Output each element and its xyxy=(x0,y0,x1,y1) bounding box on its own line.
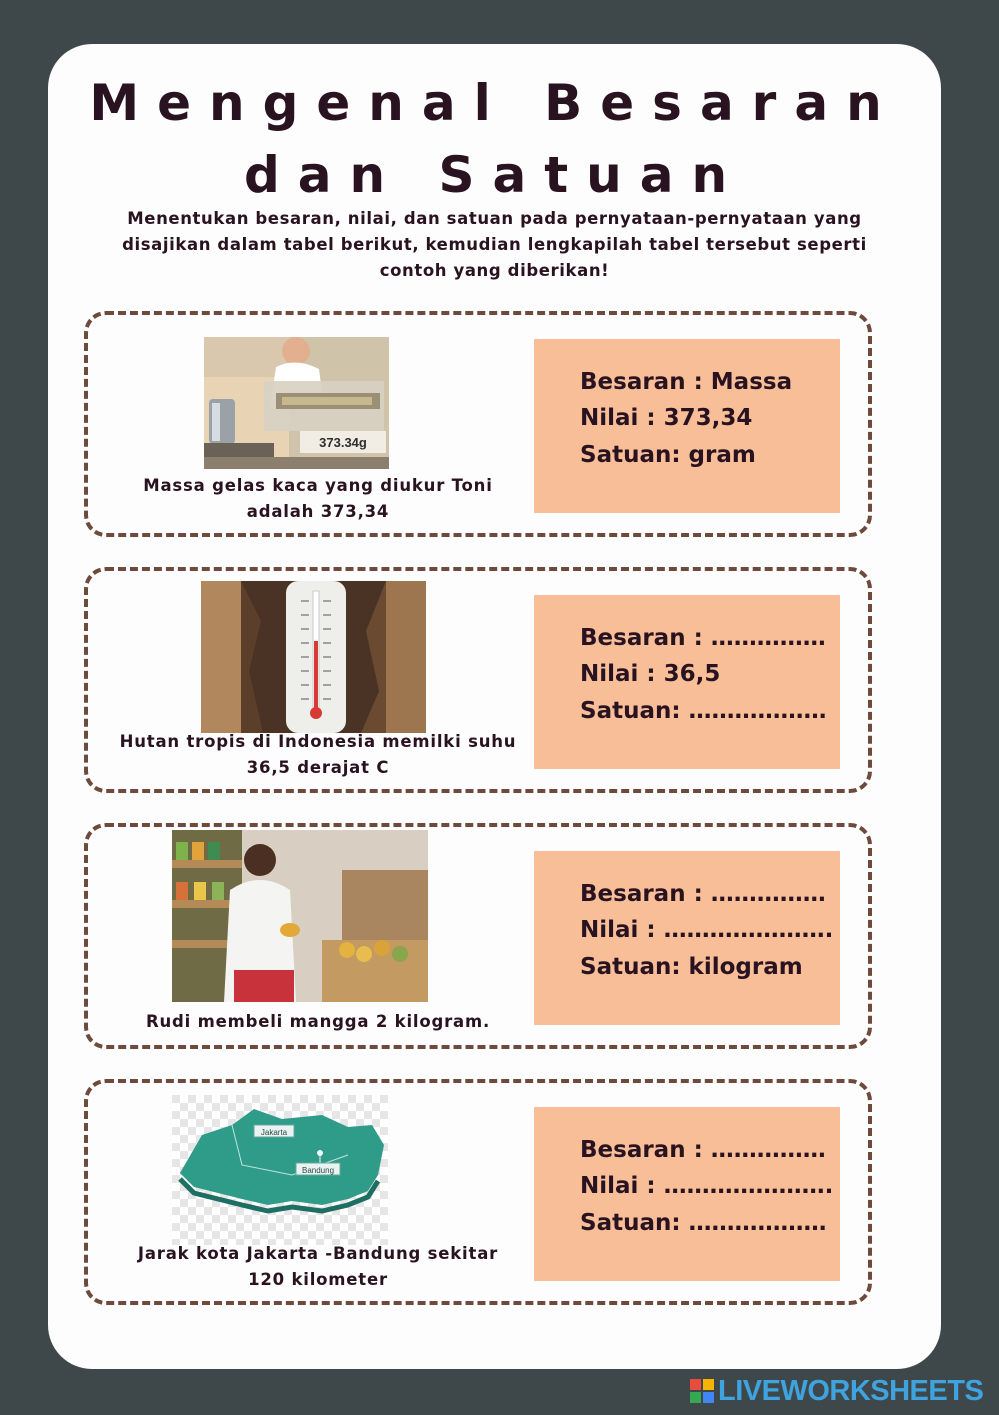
satuan-answer-3: Satuan: kilogram xyxy=(580,954,803,980)
scale-reading-label: 373.34g xyxy=(319,435,367,450)
satuan-answer-2: Satuan: ……………… xyxy=(580,698,827,724)
question-card-1 xyxy=(84,311,872,537)
question-card-2 xyxy=(84,567,872,793)
besaran-answer-4: Besaran : …………… xyxy=(580,1137,826,1163)
answer-box-4 xyxy=(534,1107,840,1281)
liveworksheets-logo-icon xyxy=(690,1379,714,1403)
nilai-answer-2: Nilai : 36,5 xyxy=(580,661,721,687)
map-label-jakarta: Jakarta xyxy=(260,1128,288,1137)
answer-box-3 xyxy=(534,851,840,1025)
question-caption-2: Hutan tropis di Indonesia memilki suhu 36,5 derajat C xyxy=(119,732,517,777)
question-caption-3: Rudi membeli mangga 2 kilogram. xyxy=(145,1012,491,1031)
page-title-line-2: dan Satuan xyxy=(243,146,746,204)
question-card-4 xyxy=(84,1079,872,1305)
besaran-answer-3: Besaran : …………… xyxy=(580,881,826,907)
nilai-answer-3: Nilai : …………………. xyxy=(580,917,834,943)
scale-weighing-glass-image xyxy=(204,337,389,469)
nilai-answer-4: Nilai : …………………. xyxy=(580,1173,834,1199)
besaran-answer-2: Besaran : …………… xyxy=(580,625,826,651)
satuan-answer-1: Satuan: gram xyxy=(580,442,756,468)
page-title-line-1: Mengenal Besaran xyxy=(89,74,900,132)
map-jakarta-bandung-image xyxy=(172,1095,388,1245)
thermometer-on-tree-image xyxy=(201,581,426,733)
question-card-3 xyxy=(84,823,872,1049)
answer-box-2 xyxy=(534,595,840,769)
instructions-text: Menentukan besaran, nilai, dan satuan pada pernyataan-pernyataan yang disajikan dalam tabel berikut, kemudian lengkapilah tabel tersebut seperti contoh yang diberikan! xyxy=(122,209,867,280)
man-buying-mangoes-image xyxy=(172,830,428,1002)
map-label-bandung: Bandung xyxy=(301,1166,335,1175)
satuan-answer-4: Satuan: ……………… xyxy=(580,1210,827,1236)
question-caption-1: Massa gelas kaca yang diukur Toni adalah 373,34 xyxy=(143,476,493,521)
besaran-answer-1: Besaran : Massa xyxy=(580,369,793,395)
answer-box-1 xyxy=(534,339,840,513)
liveworksheets-logo[interactable] xyxy=(690,1376,983,1406)
liveworksheets-brand-text: LIVEWORKSHEETS xyxy=(718,1374,984,1407)
nilai-answer-1: Nilai : 373,34 xyxy=(580,405,753,431)
worksheet-page xyxy=(48,44,941,1369)
question-caption-4: Jarak kota Jakarta -Bandung sekitar 120 kilometer xyxy=(137,1244,499,1289)
